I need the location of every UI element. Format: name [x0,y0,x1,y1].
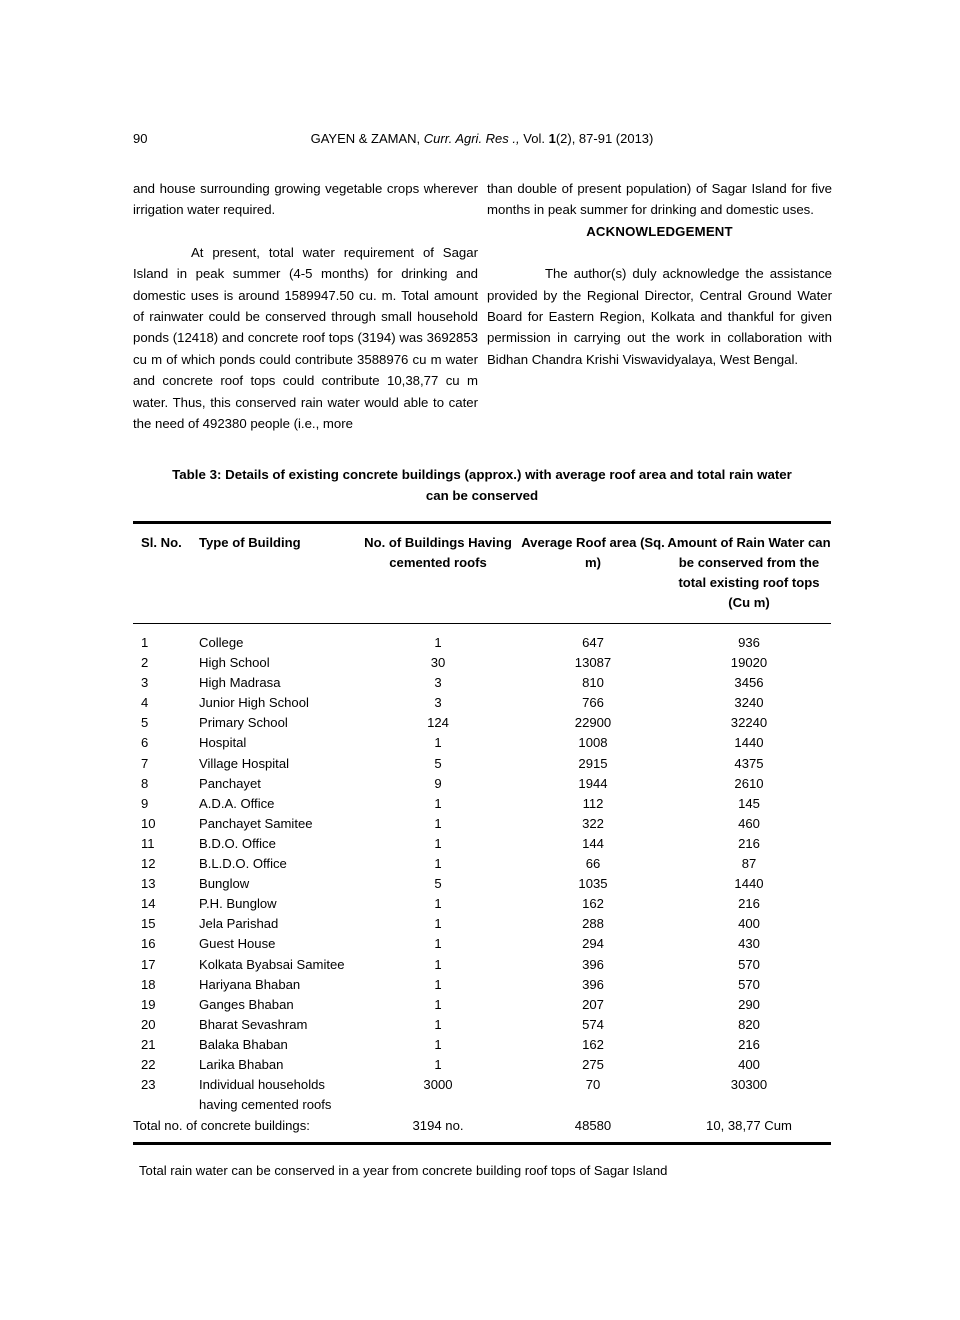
cell-sl-no: 9 [141,795,149,811]
cell-area: 647 [582,635,604,650]
table-row [133,1055,831,1075]
cell-type-line1: High School [199,655,270,671]
cell-buildings: 5 [434,876,442,892]
table-body [133,624,831,1142]
cell-area: 1035 [578,876,608,892]
cell-area: 207 [582,996,604,1012]
cell-sl-no: 23 [141,1077,156,1093]
cell-amount: 290 [738,996,760,1012]
cell-area: 162 [582,896,604,912]
cell-type-of-building [185,934,357,954]
cell-amount: 400 [738,916,760,932]
cell-totals-buildings: 3194 no. [412,1118,464,1134]
cell-sl-no: 6 [141,735,149,751]
cell-area: 1944 [578,775,608,791]
cell-amount: 216 [738,1036,760,1052]
table-row [133,814,831,834]
column-header-rain-water: Amount of Rain Water can be conserved from the total existing roof tops (Cu m) [667,535,831,610]
table-footnote: Total rain water can be conserved in a year from concrete building roof tops of Sagar Island [139,1163,668,1179]
cell-buildings: 1 [434,1056,442,1072]
cell-type-line1: Individual households [199,1077,325,1093]
table-row [133,975,831,995]
cell-area: 574 [582,1016,604,1032]
cell-sl-no: 10 [141,815,156,831]
cell-type-line1: High Madrasa [199,675,281,691]
cell-area: 13087 [574,655,612,671]
cell-type-line1: Guest House [199,936,276,952]
citation-vol-label: Vol. [523,131,545,146]
table-row [133,1035,831,1055]
table-row [133,624,831,653]
table-row [133,834,831,854]
cell-buildings: 1 [434,896,442,912]
cell-totals-area: 48580 [574,1118,612,1134]
cell-type-of-building [185,1015,357,1035]
journal-citation [133,130,831,148]
cell-area: 396 [582,976,604,992]
cell-type-of-building [185,975,357,995]
cell-area: 112 [582,795,604,811]
table-row [133,955,831,975]
cell-sl-no: 11 [141,835,155,851]
cell-buildings: 1 [434,936,442,952]
table-row [133,894,831,914]
cell-buildings: 124 [427,715,449,731]
cell-buildings: 9 [434,775,442,791]
cell-buildings: 1 [434,1036,442,1052]
cell-sl-no: 12 [141,856,156,872]
cell-sl-no: 4 [141,695,149,711]
cell-type-of-building [185,914,357,934]
cell-area: 66 [585,856,601,872]
cell-type-line1: Village Hospital [199,755,290,771]
cell-buildings: 1 [434,856,442,872]
cell-type-line1: Jela Parishad [199,916,279,932]
cell-type-of-building [185,874,357,894]
table-row [133,1075,831,1115]
table-totals-row [133,1115,831,1142]
concrete-buildings-table-body [133,624,831,1142]
column-header-buildings: No. of Buildings Having cemented roofs [364,535,512,570]
cell-amount: 460 [738,815,760,831]
cell-type-line1: Panchayet Samitee [199,815,313,831]
column-header-roof-area: Average Roof area (Sq. m) [521,535,665,570]
cell-buildings: 30 [430,655,446,671]
cell-amount: 216 [738,835,760,851]
cell-sl-no: 14 [141,896,156,912]
cell-type-line1: Larika Bhaban [199,1056,284,1072]
cell-buildings: 1 [434,635,442,650]
cell-amount: 30300 [730,1077,768,1093]
cell-amount: 216 [738,896,760,912]
cell-sl-no: 15 [141,916,156,932]
concrete-buildings-table [133,524,831,623]
cell-type-line1: Balaka Bhaban [199,1036,288,1052]
table-row [133,713,831,733]
column-header-sl-no: Sl. No. [141,535,182,550]
cell-type-line1: Ganges Bhaban [199,996,294,1012]
running-head [133,130,831,148]
cell-type-of-building [185,693,357,713]
cell-type-of-building [185,894,357,914]
paragraph-continued: and house surrounding growing vegetable crops wherever irrigation water required. [133,181,478,218]
cell-buildings: 5 [434,755,442,771]
table-row [133,794,831,814]
cell-type-line1: Hospital [199,735,247,751]
table-header-row [133,524,831,623]
cell-area: 2915 [578,755,608,771]
cell-sl-no: 7 [141,755,149,771]
cell-area: 70 [585,1077,601,1093]
cell-type-of-building [185,733,357,753]
cell-type-of-building [185,995,357,1015]
cell-sl-no: 20 [141,1016,156,1032]
cell-type-line1: P.H. Bunglow [199,896,277,912]
cell-type-of-building [185,1075,357,1115]
cell-amount: 936 [738,635,760,650]
paragraph-water-requirement: At present, total water requirement of Sagar Island in peak summer (4-5 months) for drinking and domestic uses is around 1589947.50 cu. m. Total amount of rainwater could be conserved through small household ponds (12418) and concrete roof tops (3194) was 3692853 cu m of which ponds could contribute 3588976 cu m water and concrete roof tops could contribute 10,38,77 cu m water. Thus, this conserved rain water would able to cater the need of 492380 people (i.e., more [133,244,478,432]
cell-sl-no: 8 [141,775,149,791]
cell-type-of-building [185,955,357,975]
paragraph-population: than double of present population) of Sagar Island for five months in peak summer for drinking and domestic uses. [487,181,832,218]
table-header [133,524,831,623]
cell-type-line1: Junior High School [199,695,309,711]
cell-amount: 570 [738,976,760,992]
page-number: 90 [133,131,148,146]
cell-sl-no: 3 [141,675,149,691]
cell-sl-no: 5 [141,715,149,731]
cell-type-line1: Panchayet [199,775,261,791]
body-column-left [133,178,478,434]
cell-buildings: 1 [434,916,442,932]
cell-buildings: 3 [434,675,442,691]
citation-issue-pages-year: (2), 87-91 (2013) [555,131,654,146]
cell-area: 275 [582,1056,604,1072]
cell-type-line1: Bharat Sevashram [199,1016,308,1032]
cell-totals-label: Total no. of concrete buildings: [133,1118,310,1134]
cell-area: 144 [582,835,604,851]
cell-area: 22900 [574,715,612,731]
citation-vol-number: 1 [548,131,556,146]
table-row [133,733,831,753]
cell-amount: 1440 [734,876,764,892]
cell-amount: 430 [738,936,760,952]
cell-amount: 4375 [734,755,764,771]
cell-type-line1: B.D.O. Office [199,835,276,851]
cell-area: 288 [582,916,604,932]
body-column-right [487,178,832,370]
table-row [133,673,831,693]
cell-type-line1: B.L.D.O. Office [199,856,287,872]
cell-buildings: 3 [434,695,442,711]
cell-type-line1: Kolkata Byabsai Samitee [199,956,345,972]
cell-type-of-building [185,834,357,854]
cell-sl-no: 13 [141,876,156,892]
cell-buildings: 1 [434,1016,442,1032]
cell-sl-no: 22 [141,1056,156,1072]
table-row [133,693,831,713]
cell-area: 810 [582,675,604,691]
cell-buildings: 1 [434,976,442,992]
cell-buildings: 1 [434,815,442,831]
acknowledgement-heading: ACKNOWLEDGEMENT [586,223,733,239]
cell-sl-no: 16 [141,936,156,952]
cell-area: 322 [582,815,604,831]
cell-sl-no: 2 [141,655,149,671]
table-row [133,874,831,894]
table-caption: Table 3: Details of existing concrete buildings (approx.) with average roof area and total rain water can be conserved [172,467,792,503]
cell-amount: 32240 [730,715,768,731]
table-row [133,854,831,874]
cell-sl-no: 21 [141,1036,156,1052]
cell-type-of-building [185,794,357,814]
cell-amount: 2610 [734,775,764,791]
cell-buildings: 1 [434,795,442,811]
acknowledgement-body: The author(s) duly acknowledge the assistance provided by the Regional Director, Central Ground Water Board for Eastern Region, Kolkata and thankful for given permission in carrying out the work in collaboration with Bidhan Chandra Krishi Viswavidyalaya, West Bengal. [487,266,832,367]
table-row [133,914,831,934]
table-row [133,995,831,1015]
cell-type-of-building [185,1035,357,1055]
table-row [133,1015,831,1035]
cell-sl-no: 19 [141,996,156,1012]
column-header-type: Type of Building [199,535,301,550]
table-row [133,754,831,774]
cell-type-line2: having cemented roofs [199,1097,332,1113]
cell-type-of-building [185,774,357,794]
cell-amount: 570 [738,956,760,972]
cell-amount: 3456 [734,675,764,691]
table-row [133,934,831,954]
cell-buildings: 3000 [423,1077,453,1093]
cell-amount: 3240 [734,695,764,711]
cell-type-of-building [185,653,357,673]
cell-type-line1: Primary School [199,715,288,731]
cell-area: 1008 [578,735,608,751]
table-3-block [133,464,831,1181]
cell-sl-no: 18 [141,976,156,992]
cell-area: 766 [582,695,604,711]
cell-type-of-building [185,754,357,774]
cell-area: 162 [582,1036,604,1052]
cell-type-of-building [185,814,357,834]
cell-amount: 87 [741,856,757,872]
cell-buildings: 1 [434,835,442,851]
table-row [133,653,831,673]
cell-amount: 820 [738,1016,760,1032]
cell-type-of-building [185,854,357,874]
cell-buildings: 1 [434,735,442,751]
cell-buildings: 1 [434,996,442,1012]
cell-sl-no: 17 [141,956,156,972]
cell-amount: 1440 [734,735,764,751]
citation-journal: Curr. Agri. Res ., [423,131,520,146]
cell-type-line1: Hariyana Bhaban [199,976,301,992]
cell-amount: 19020 [730,655,768,671]
cell-type-line1: Bunglow [199,876,250,892]
cell-sl-no: 1 [141,635,149,650]
cell-amount: 145 [738,795,760,811]
cell-type-of-building [185,673,357,693]
cell-totals-amount: 10, 38,77 Cum [706,1118,792,1134]
citation-authors: GAYEN & ZAMAN, [310,131,421,146]
cell-type-of-building [185,624,357,653]
cell-amount: 400 [738,1056,760,1072]
cell-type-line1: College [199,635,244,650]
cell-area: 396 [582,956,604,972]
cell-area: 294 [582,936,604,952]
table-row [133,774,831,794]
cell-buildings: 1 [434,956,442,972]
cell-type-of-building [185,1055,357,1075]
cell-type-line1: A.D.A. Office [199,795,275,811]
cell-type-of-building [185,713,357,733]
